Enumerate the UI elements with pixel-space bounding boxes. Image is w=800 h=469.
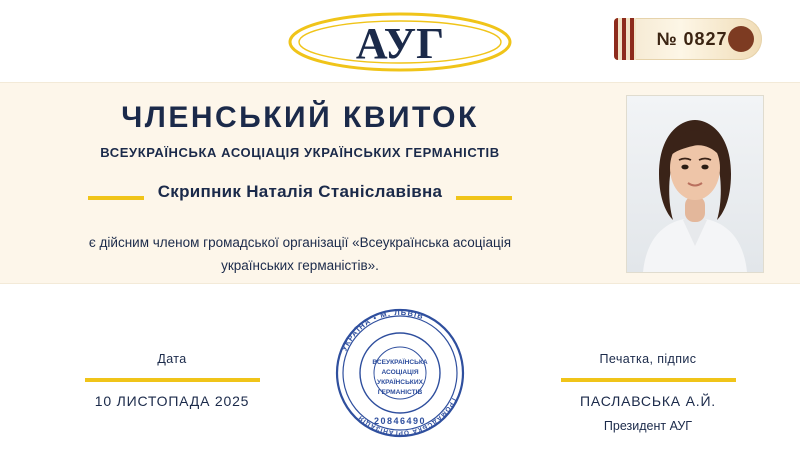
card-footer [0,284,800,469]
signature-name: ПАСЛАВСЬКА А.Й. [580,393,716,409]
membership-number-text: № 0827 [656,28,728,49]
svg-text:УКРАЇНА • М. ЛЬВІВ: УКРАЇНА • М. ЛЬВІВ [339,307,426,353]
organization-name: ВСЕУКРАЇНСЬКА АСОЦІАЦІЯ УКРАЇНСЬКИХ ГЕРМАНІСТІВ [100,145,500,160]
date-label: Дата [157,352,187,366]
membership-number-badge [614,18,762,60]
svg-text:АУГ: АУГ [355,19,445,68]
page-title: ЧЛЕНСЬКИЙ КВИТОК [121,101,479,134]
svg-text:ГЕРМАНІСТІВ: ГЕРМАНІСТІВ [377,389,423,396]
signature-label: Печатка, підпис [599,352,697,366]
signature-block [538,352,758,433]
svg-text:ВСЕУКРАЇНСЬКА: ВСЕУКРАЇНСЬКА [372,359,428,366]
card-body-text [0,83,600,283]
badge-stripe-decoration [614,18,636,60]
member-name: Скрипник Наталія Станіславівна [144,182,457,202]
date-rule [85,378,260,382]
svg-text:УКРАЇНСЬКИХ: УКРАЇНСЬКИХ [377,379,423,386]
signature-role: Президент АУГ [603,419,693,433]
membership-statement: є дійсним членом громадської організації «Всеукраїнська асоціація українських германістів». [88,235,512,273]
signature-rule [561,378,736,382]
aug-logo [285,6,515,78]
member-name-row [0,182,600,216]
card-header [0,0,800,82]
badge-seal-dot [728,26,754,52]
svg-text:20846490: 20846490 [373,416,427,426]
svg-text:АСОЦІАЦІЯ: АСОЦІАЦІЯ [381,369,419,376]
svg-text:ГРОМАДСЬКА ОРГАНІЗАЦІЯ: ГРОМАДСЬКА ОРГАНІЗАЦІЯ [356,396,457,437]
member-photo [626,95,764,273]
official-stamp [325,298,475,448]
card-body [0,82,800,284]
date-block [62,352,282,409]
date-value: 10 ЛИСТОПАДА 2025 [94,393,250,409]
